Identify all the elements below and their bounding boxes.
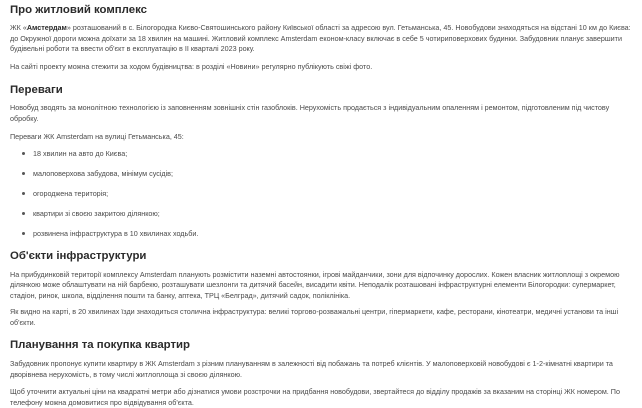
section-heading-infrastructure: Об'єкти інфраструктури bbox=[10, 249, 147, 262]
section-heading-about: Про житловий комплекс bbox=[10, 4, 147, 16]
section-heading-planning: Планування та покупка квартир bbox=[10, 339, 190, 351]
advantages-paragraph: Новобуд зводять за монолітною технологією із заповненням зовнішніх стін газоблоків. Нерухомість продається з індивідуальним опаленням і ремонтом, підготовленим під чистову обробку. bbox=[10, 103, 610, 123]
list-item: малоповерхова забудова, мінімум сусідів; bbox=[10, 169, 632, 179]
section-heading-advantages: Переваги bbox=[10, 84, 63, 96]
article bbox=[0, 3, 642, 408]
sales-paragraph: Щоб уточнити актуальні ціни на квадратні метри або дізнатися умови розстрочки на придбання новобудови, звертайтеся до відділу продажів за вказаним на сторінці ЖК номером. По телефону можна домовитися про відвідування об'єкта. bbox=[10, 387, 620, 407]
map-paragraph: Як видно на карті, в 20 хвилинах їзди знаходиться столична інфраструктура: великі торгово-розважальні центри, гіпермаркети, кафе, ресторани, кінотеатри, медичні установи та інші об'єкти. bbox=[10, 307, 619, 327]
advantages-intro: Переваги ЖК Amsterdam на вулиці Гетьманська, 45: bbox=[10, 132, 184, 141]
list-item: розвинена інфраструктура в 10 хвилинах ходьби. bbox=[10, 229, 632, 239]
list-item: 18 хвилин на авто до Києва; bbox=[10, 149, 632, 159]
infrastructure-paragraph: На прибудинковій території комплексу Amsterdam планують розмістити наземні автостоянки, ігрові майданчики, зони для відпочинку дорослих. Кожен власник житлоплощі з окремою ділянкою може облаштувати на ній барбекю, розташувати шезлонги та дитячий басейн, висадити квіти. Неподалік розташовані інфраструктурні елементи Білогородки: супермаркет, стадіон, ринок, школа, відділення пошти та банку, аптека, ТРЦ «Белград», дитячий садок, поліклініка. bbox=[10, 269, 620, 300]
about-paragraph: ЖК «Амстердам» розташований в с. Білогородка Києво-Святошинського району Київської області за адресою вул. Гетьманська, 45. Новобудови знаходяться на відстані 10 км до Києва: до Окружної дороги можна доїхати за 18 хвилин на машині. Житловий комплекс Amsterdam економ-класу включає в себе 5 чотириповерхових будинки. Забудовник планує завершити будівельні роботи та ввести об'єкт в експлуатацію в ІІ кварталі 2023 року. bbox=[10, 23, 631, 53]
complex-name: Амстердам bbox=[26, 23, 67, 32]
list-item: огороджена територія; bbox=[10, 189, 632, 199]
list-item: квартири зі своєю закритою ділянкою; bbox=[10, 209, 632, 219]
planning-paragraph: Забудовник пропонує купити квартиру в ЖК Amsterdam з різним плануванням в залежності від побажань та потреб клієнтів. У малоповерховій новобудові є 1-2-кімнатні квартири та дворівнева нерухомість, в тому числі житлоплоща зі своєю ділянкою. bbox=[10, 359, 613, 379]
advantages-list bbox=[10, 149, 632, 239]
news-paragraph: На сайті проекту можна стежити за ходом будівництва: в розділі «Новини» регулярно публікують свіжі фото. bbox=[10, 61, 373, 71]
